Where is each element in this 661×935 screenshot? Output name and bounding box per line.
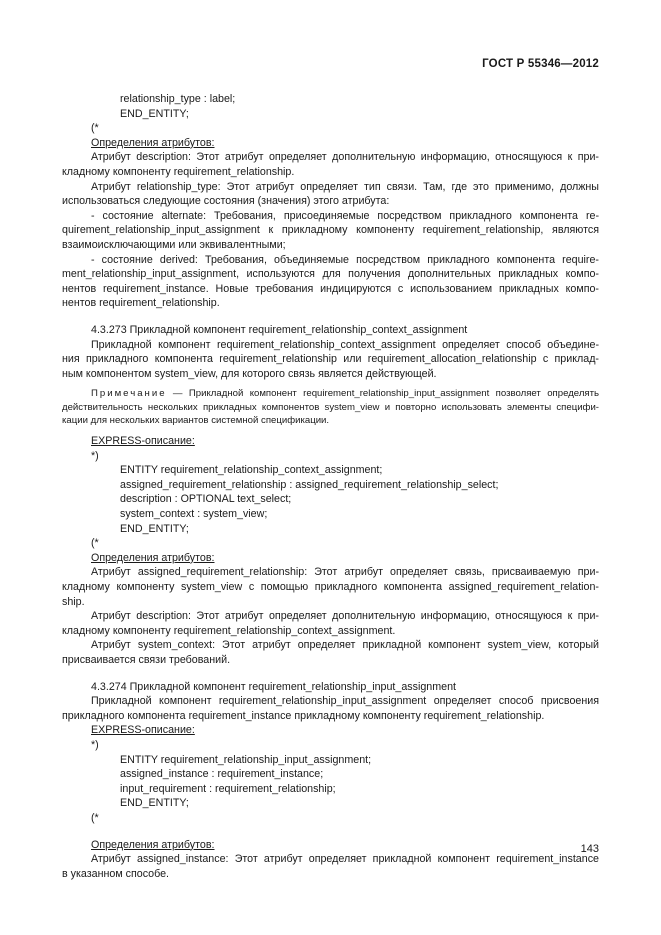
note-line: Примечание — Прикладной компонент requirement_relationship_input_assignment позволяет определять	[91, 388, 599, 400]
paragraph-line: ным компонентом system_view, для которого связь является действующей.	[62, 367, 437, 380]
note-label: Примечание	[91, 388, 167, 400]
paragraph-line: кладному компоненту requirement_relationship.	[62, 165, 295, 178]
paragraph-line: нентов requirement_relationship.	[62, 297, 220, 310]
code-line: assigned_requirement_relationship : assigned_requirement_relationship_select;	[120, 478, 499, 491]
page-number: 143	[580, 843, 599, 855]
code-line: END_ENTITY;	[120, 522, 189, 535]
paragraph-line: использоваться следующие состояния (значения) этого атрибута:	[62, 195, 390, 208]
paragraph-line: Атрибут system_context: Этот атрибут определяет прикладной компонент system_view, который	[91, 639, 599, 652]
code-line: relationship_type : label;	[120, 93, 236, 105]
paragraph-line: - состояние alternate: Требования, присоединяемые посредством прикладного компонента re-	[91, 209, 599, 222]
paragraph-line: ship.	[62, 595, 85, 608]
comment-close: *)	[91, 449, 99, 462]
code-line: END_ENTITY;	[120, 107, 189, 120]
paragraph-line: ния прикладного компонента requirement_relationship или requirement_allocation_relationship с приклад-	[62, 353, 599, 366]
comment-open: (*	[91, 122, 99, 135]
paragraph-line: Прикладной компонент requirement_relationship_input_assignment определяет способ присвоения	[91, 695, 599, 708]
paragraph-line: прикладного компонента requirement_instance прикладному компоненту requirement_relationship.	[62, 709, 545, 722]
paragraph-line: нентов requirement_instance. Новые требования индицируются с использованием прикладных компо-	[62, 282, 599, 295]
code-line: input_requirement : requirement_relationship;	[120, 782, 336, 795]
paragraph-line: присваивается связи требований.	[62, 653, 231, 666]
note-line: кации для нескольких вариантов системной спецификации.	[62, 415, 330, 427]
paragraph-line: Атрибут assigned_requirement_relationship: Этот атрибут определяет связь, присваиваемую при-	[91, 566, 599, 579]
paragraph-line: в указанном способе.	[62, 867, 170, 880]
paragraph-line: - состояние derived: Требования, объединяемые посредством прикладного компонента require-	[91, 253, 599, 266]
comment-open: (*	[91, 537, 99, 550]
section-heading-273: 4.3.273 Прикладной компонент requirement_relationship_context_assignment	[91, 323, 468, 336]
comment-close: *)	[91, 738, 99, 751]
comment-open: (*	[91, 811, 99, 824]
code-line: END_ENTITY;	[120, 797, 189, 810]
page-content	[62, 92, 599, 881]
attr-definitions-heading: Определения атрибутов:	[91, 838, 215, 851]
attr-definitions-heading: Определения атрибутов:	[91, 551, 215, 564]
paragraph-line: Прикладной компонент requirement_relationship_context_assignment определяет способ объедине-	[91, 338, 599, 351]
paragraph-line: кладному компоненту requirement_relationship_context_assignment.	[62, 624, 396, 637]
code-line: description : OPTIONAL text_select;	[120, 493, 292, 506]
paragraph-line: кладному компоненту system_view с помощью прикладного компонента assigned_requirement_relation-	[62, 581, 599, 593]
paragraph-line: взаимоисключающими или эквивалентными;	[62, 238, 286, 251]
code-line: system_context : system_view;	[120, 508, 268, 521]
code-line: ENTITY requirement_relationship_context_assignment;	[120, 464, 383, 477]
attr-definitions-heading: Определения атрибутов:	[91, 136, 215, 149]
section-heading-274: 4.3.274 Прикладной компонент requirement_relationship_input_assignment	[91, 680, 456, 693]
code-line: assigned_instance : requirement_instance;	[120, 768, 324, 781]
paragraph-line: Атрибут description: Этот атрибут определяет дополнительную информацию, относящуюся к при-	[91, 151, 599, 164]
express-heading: EXPRESS-описание:	[91, 435, 195, 448]
code-line: ENTITY requirement_relationship_input_assignment;	[120, 753, 372, 766]
paragraph-line: Атрибут description: Этот атрибут определяет дополнительную информацию, относящуюся к при-	[91, 610, 599, 623]
paragraph-line: ment_relationship_input_assignment, используются для получения дополнительных прикладных компо-	[62, 268, 599, 281]
note-line: действительность нескольких прикладных компонентов system_view и повторно использовать элементы специфи-	[62, 401, 599, 413]
paragraph-line: Атрибут assigned_instance: Этот атрибут определяет прикладной компонент requirement_instance	[91, 853, 599, 866]
paragraph-line: Атрибут relationship_type: Этот атрибут определяет тип связи. Там, где это применимо, должны	[91, 180, 599, 193]
paragraph-line: quirement_relationship_input_assignment к прикладному компоненту requirement_relationship, являются	[62, 224, 599, 237]
express-heading: EXPRESS-описание:	[91, 724, 195, 737]
standard-header: ГОСТ Р 55346—2012	[482, 58, 599, 70]
